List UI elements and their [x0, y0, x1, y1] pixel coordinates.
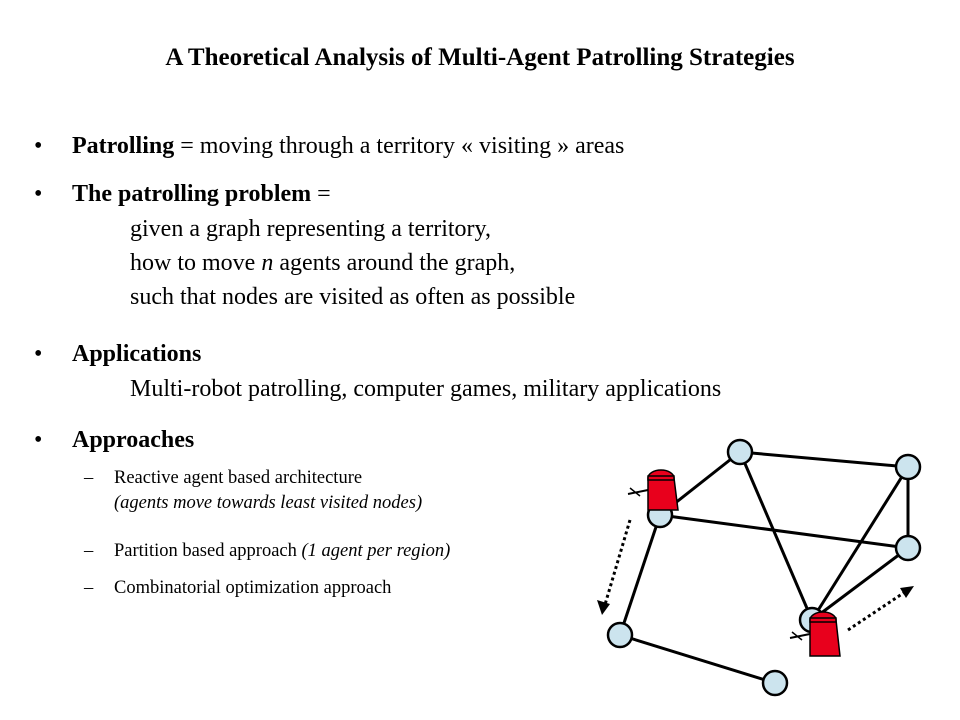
graph-node	[896, 536, 920, 560]
term-patrolling-problem: The patrolling problem	[72, 181, 312, 207]
equals-sign: =	[311, 181, 331, 207]
approach-partition-note: (1 agent per region)	[301, 541, 451, 561]
arrow-agent-2	[848, 590, 908, 630]
term-applications: Applications	[72, 341, 202, 367]
term-patrolling: Patrolling	[72, 133, 175, 159]
approach-partition: – Partition based approach (1 agent per region)	[84, 539, 450, 564]
approach-reactive-note: (agents move towards least visited nodes)	[114, 493, 423, 513]
graph-edge	[740, 452, 908, 467]
problem-line-3: such that nodes are visited as often as possible	[130, 284, 576, 310]
problem-line-1: given a graph representing a territory,	[130, 216, 491, 242]
graph-edge	[812, 548, 908, 620]
graph-edge	[812, 467, 908, 620]
approach-reactive: – Reactive agent based architecture (agents move towards least visited nodes)	[84, 468, 423, 513]
movement-arrows	[604, 520, 908, 630]
sub-marker: –	[84, 468, 94, 488]
arrow-agent-1	[604, 520, 630, 608]
slide-title: A Theoretical Analysis of Multi-Agent Patrolling Strategies	[165, 44, 795, 71]
arrowhead-icon	[597, 600, 610, 615]
definition-patrolling: = moving through a territory « visiting » areas	[174, 133, 625, 159]
bullet-marker: •	[34, 341, 43, 367]
bullet-marker: •	[34, 133, 43, 159]
sub-marker: –	[84, 578, 94, 598]
graph-edge	[620, 635, 775, 683]
sub-marker: –	[84, 541, 94, 561]
graph-edge	[660, 515, 908, 548]
graph-node	[728, 440, 752, 464]
robot-agent-icon	[790, 612, 840, 656]
graph-node	[763, 671, 787, 695]
problem-line-2: how to move n agents around the graph,	[130, 250, 516, 276]
graph-edge	[740, 452, 812, 620]
arrowhead-icon	[900, 586, 914, 598]
robot-agent-icon	[628, 470, 678, 510]
applications-text: Multi-robot patrolling, computer games, military applications	[130, 376, 722, 402]
approach-combinatorial: – Combinatorial optimization approach	[84, 576, 391, 601]
bullet-marker: •	[34, 181, 43, 207]
graph-node	[896, 455, 920, 479]
term-approaches: Approaches	[72, 427, 195, 453]
bullet-marker: •	[34, 427, 43, 453]
graph-node	[608, 623, 632, 647]
